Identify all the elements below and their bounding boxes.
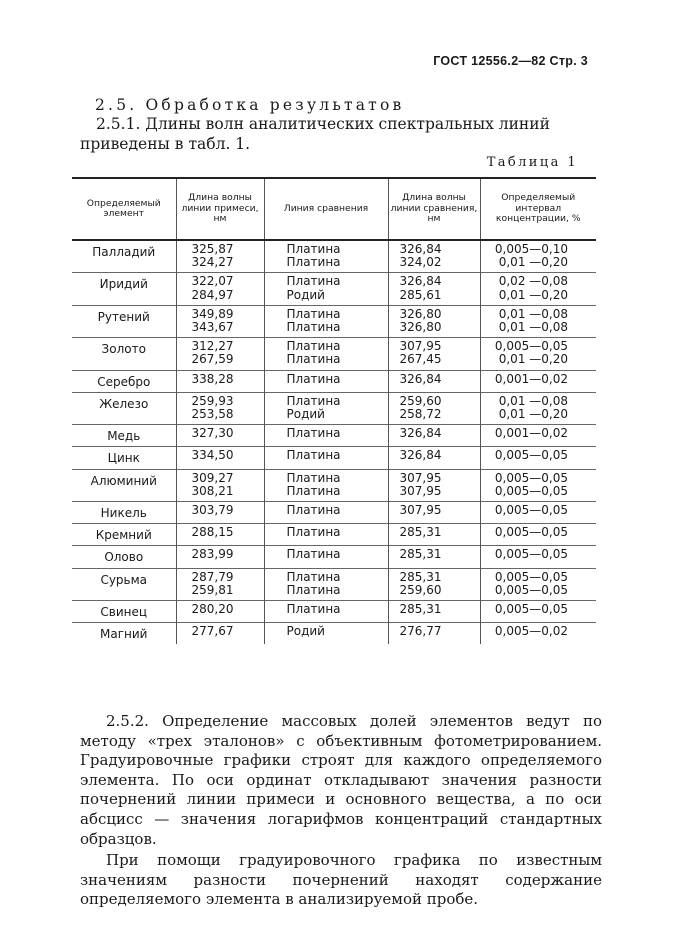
- cell-concentration-range: [480, 524, 596, 546]
- cell-element: [72, 502, 176, 524]
- comparison-wavelength-value: 326,84: [399, 448, 442, 463]
- cell-element: [72, 425, 176, 447]
- element-name: Медь: [107, 429, 141, 444]
- cell-comparison-wavelength: [388, 502, 480, 524]
- impurity-wavelength-value: 259,81: [191, 582, 234, 597]
- concentration-range-value: 0,005—0,05: [494, 470, 568, 485]
- paragraph-2-5-2-continuation: [80, 851, 602, 910]
- comparison-line-value: Платина: [286, 602, 341, 617]
- paragraph-2-5-2: [80, 712, 602, 849]
- table-row: [72, 601, 596, 623]
- element-name: Цинк: [107, 451, 140, 466]
- cell-comparison-line: [264, 502, 388, 524]
- comparison-wavelength-value: 326,80: [399, 306, 442, 321]
- comparison-wavelength-value: 307,95: [399, 503, 442, 518]
- cell-concentration-range: [480, 546, 596, 568]
- cell-impurity-wavelength: [176, 469, 264, 501]
- impurity-wavelength-value: 349,89: [191, 306, 234, 321]
- comparison-line-value: Платина: [286, 352, 341, 367]
- cell-element: [72, 524, 176, 546]
- comparison-wavelength-value: 307,95: [399, 470, 442, 485]
- impurity-wavelength-value: 283,99: [191, 547, 234, 562]
- table-row: [72, 524, 596, 546]
- cell-comparison-line: [264, 240, 388, 273]
- comparison-line-value: Родий: [286, 407, 325, 422]
- cell-comparison-line: [264, 568, 388, 600]
- cell-impurity-wavelength: [176, 273, 264, 305]
- impurity-wavelength-value: 327,30: [191, 426, 234, 441]
- table-row: [72, 240, 596, 273]
- table-row: [72, 469, 596, 501]
- comparison-wavelength-value: 326,84: [399, 371, 442, 386]
- comparison-line-value: Платина: [286, 569, 341, 584]
- table-row: [72, 447, 596, 469]
- paragraph-2-5-2-text: 2.5.2. Определение массовых долей элементов ведут по методу «трех эталонов» с объективным фотометрированием. Градуировочные графики строят для каждого определяемого элемента. По оси ординат откладывают значения разности почернений линии примеси и основного вещества, а по оси абсцисс — значения логарифмов концентраций стандартных образцов.: [80, 712, 602, 848]
- cell-impurity-wavelength: [176, 240, 264, 273]
- table-row: [72, 273, 596, 305]
- comparison-line-value: Платина: [286, 547, 341, 562]
- cell-element: [72, 601, 176, 623]
- element-name: Железо: [99, 396, 149, 411]
- cell-comparison-wavelength: [388, 273, 480, 305]
- table-row: [72, 425, 596, 447]
- comparison-line-value: Платина: [286, 483, 341, 498]
- comparison-wavelength-value: 326,80: [399, 320, 442, 335]
- impurity-wavelength-value: 343,67: [191, 320, 234, 335]
- table-row: [72, 623, 596, 645]
- impurity-wavelength-value: 324,27: [191, 255, 234, 270]
- cell-concentration-range: [480, 392, 596, 424]
- table-body: [72, 240, 596, 644]
- comparison-wavelength-value: 259,60: [399, 393, 442, 408]
- page-header: ГОСТ 12556.2—82 Стр. 3: [433, 54, 588, 68]
- comparison-line-value: Платина: [286, 371, 341, 386]
- cell-element: [72, 240, 176, 273]
- cell-impurity-wavelength: [176, 524, 264, 546]
- element-name: Свинец: [100, 605, 148, 620]
- cell-concentration-range: [480, 273, 596, 305]
- impurity-wavelength-value: 308,21: [191, 483, 234, 498]
- comparison-line-value: Платина: [286, 255, 341, 270]
- concentration-range-value: 0,01 —0,08: [498, 393, 568, 408]
- comparison-wavelength-value: 326,84: [399, 274, 442, 289]
- cell-concentration-range: [480, 425, 596, 447]
- header-comparison-line: Линия сравнения: [264, 178, 388, 240]
- concentration-range-value: 0,01 —0,08: [498, 320, 568, 335]
- comparison-line-value: Платина: [286, 306, 341, 321]
- cell-concentration-range: [480, 338, 596, 370]
- cell-comparison-line: [264, 338, 388, 370]
- concentration-range-value: 0,02 —0,08: [498, 274, 568, 289]
- cell-comparison-wavelength: [388, 425, 480, 447]
- cell-concentration-range: [480, 469, 596, 501]
- comparison-line-value: Платина: [286, 426, 341, 441]
- cell-impurity-wavelength: [176, 305, 264, 337]
- comparison-wavelength-value: 276,77: [399, 624, 442, 639]
- cell-concentration-range: [480, 623, 596, 645]
- cell-comparison-wavelength: [388, 469, 480, 501]
- cell-comparison-wavelength: [388, 370, 480, 392]
- section-title: 2.5. Обработка результатов: [95, 96, 405, 114]
- cell-element: [72, 469, 176, 501]
- element-name: Сурьма: [100, 572, 148, 587]
- element-name: Серебро: [97, 374, 151, 389]
- impurity-wavelength-value: 334,50: [191, 448, 234, 463]
- table-row: [72, 502, 596, 524]
- concentration-range-value: 0,005—0,05: [494, 503, 568, 518]
- comparison-wavelength-value: 267,45: [399, 352, 442, 367]
- comparison-wavelength-value: 285,31: [399, 602, 442, 617]
- impurity-wavelength-value: 280,20: [191, 602, 234, 617]
- element-name: Алюминий: [90, 473, 157, 488]
- cell-impurity-wavelength: [176, 623, 264, 645]
- cell-impurity-wavelength: [176, 601, 264, 623]
- cell-element: [72, 305, 176, 337]
- cell-comparison-wavelength: [388, 392, 480, 424]
- comparison-line-value: Платина: [286, 393, 341, 408]
- cell-element: [72, 338, 176, 370]
- cell-concentration-range: [480, 447, 596, 469]
- table-row: [72, 305, 596, 337]
- cell-impurity-wavelength: [176, 392, 264, 424]
- cell-impurity-wavelength: [176, 546, 264, 568]
- cell-comparison-wavelength: [388, 338, 480, 370]
- comparison-wavelength-value: 285,31: [399, 569, 442, 584]
- table-row: [72, 370, 596, 392]
- table-caption: Таблица 1: [486, 155, 578, 170]
- cell-concentration-range: [480, 601, 596, 623]
- cell-comparison-line: [264, 601, 388, 623]
- cell-element: [72, 370, 176, 392]
- impurity-wavelength-value: 284,97: [191, 287, 234, 302]
- cell-comparison-wavelength: [388, 305, 480, 337]
- cell-element: [72, 568, 176, 600]
- comparison-line-value: Платина: [286, 242, 341, 256]
- comparison-wavelength-value: 285,31: [399, 525, 442, 540]
- impurity-wavelength-value: 253,58: [191, 407, 234, 422]
- cell-concentration-range: [480, 502, 596, 524]
- cell-comparison-line: [264, 370, 388, 392]
- cell-comparison-line: [264, 305, 388, 337]
- impurity-wavelength-value: 338,28: [191, 371, 234, 386]
- comparison-wavelength-value: 285,31: [399, 547, 442, 562]
- cell-comparison-wavelength: [388, 623, 480, 645]
- cell-impurity-wavelength: [176, 338, 264, 370]
- cell-comparison-line: [264, 623, 388, 645]
- element-name: Магний: [100, 627, 148, 642]
- cell-comparison-line: [264, 273, 388, 305]
- impurity-wavelength-value: 309,27: [191, 470, 234, 485]
- cell-comparison-line: [264, 447, 388, 469]
- element-name: Никель: [100, 506, 147, 521]
- comparison-line-value: Платина: [286, 339, 341, 354]
- concentration-range-value: 0,005—0,05: [494, 582, 568, 597]
- cell-impurity-wavelength: [176, 568, 264, 600]
- cell-impurity-wavelength: [176, 447, 264, 469]
- cell-element: [72, 392, 176, 424]
- header-impurity-wavelength: Длина волны линии примеси, нм: [176, 178, 264, 240]
- concentration-range-value: 0,005—0,05: [494, 483, 568, 498]
- header-comparison-wavelength: Длина волны линии сравнения, нм: [388, 178, 480, 240]
- cell-element: [72, 546, 176, 568]
- concentration-range-value: 0,001—0,02: [494, 426, 568, 441]
- cell-element: [72, 623, 176, 645]
- paragraph-2-5-2-block: [80, 712, 602, 910]
- concentration-range-value: 0,005—0,05: [494, 448, 568, 463]
- cell-impurity-wavelength: [176, 370, 264, 392]
- concentration-range-value: 0,005—0,02: [494, 624, 568, 639]
- header-element: Определяемый элемент: [72, 178, 176, 240]
- comparison-wavelength-value: 307,95: [399, 339, 442, 354]
- impurity-wavelength-value: 287,79: [191, 569, 234, 584]
- spectral-lines-table: [72, 177, 596, 644]
- concentration-range-value: 0,01 —0,20: [498, 255, 568, 270]
- comparison-line-value: Платина: [286, 448, 341, 463]
- cell-concentration-range: [480, 305, 596, 337]
- header-concentration-range: Определяемый интервал концентрации, %: [480, 178, 596, 240]
- impurity-wavelength-value: 322,07: [191, 274, 234, 289]
- cell-comparison-wavelength: [388, 546, 480, 568]
- paragraph-2-5-1: [80, 114, 594, 154]
- paragraph-2-5-1-text: 2.5.1. Длины волн аналитических спектральных линий приведены в табл. 1.: [80, 115, 550, 153]
- concentration-range-value: 0,005—0,05: [494, 547, 568, 562]
- table-row: [72, 568, 596, 600]
- impurity-wavelength-value: 288,15: [191, 525, 234, 540]
- comparison-wavelength-value: 326,84: [399, 426, 442, 441]
- comparison-line-value: Платина: [286, 470, 341, 485]
- cell-comparison-wavelength: [388, 447, 480, 469]
- cell-impurity-wavelength: [176, 425, 264, 447]
- concentration-range-value: 0,005—0,05: [494, 602, 568, 617]
- element-name: Золото: [101, 342, 146, 357]
- cell-impurity-wavelength: [176, 502, 264, 524]
- impurity-wavelength-value: 259,93: [191, 393, 234, 408]
- comparison-line-value: Платина: [286, 320, 341, 335]
- comparison-line-value: Родий: [286, 624, 325, 639]
- impurity-wavelength-value: 277,67: [191, 624, 234, 639]
- comparison-line-value: Платина: [286, 525, 341, 540]
- cell-concentration-range: [480, 370, 596, 392]
- concentration-range-value: 0,01 —0,08: [498, 306, 568, 321]
- impurity-wavelength-value: 267,59: [191, 352, 234, 367]
- cell-comparison-line: [264, 524, 388, 546]
- element-name: Олово: [104, 550, 144, 565]
- concentration-range-value: 0,005—0,05: [494, 525, 568, 540]
- element-name: Рутений: [97, 309, 150, 324]
- concentration-range-value: 0,005—0,05: [494, 569, 568, 584]
- comparison-line-value: Платина: [286, 503, 341, 518]
- comparison-line-value: Родий: [286, 287, 325, 302]
- cell-element: [72, 447, 176, 469]
- concentration-range-value: 0,001—0,02: [494, 371, 568, 386]
- table-row: [72, 392, 596, 424]
- concentration-range-value: 0,01 —0,20: [498, 352, 568, 367]
- impurity-wavelength-value: 312,27: [191, 339, 234, 354]
- element-name: Кремний: [95, 528, 152, 543]
- table-row: [72, 546, 596, 568]
- concentration-range-value: 0,01 —0,20: [498, 287, 568, 302]
- comparison-wavelength-value: 285,61: [399, 287, 442, 302]
- cell-element: [72, 273, 176, 305]
- element-name: Палладий: [92, 245, 156, 259]
- comparison-wavelength-value: 259,60: [399, 582, 442, 597]
- cell-comparison-line: [264, 392, 388, 424]
- comparison-wavelength-value: 324,02: [399, 255, 442, 270]
- impurity-wavelength-value: 325,87: [191, 242, 234, 256]
- comparison-wavelength-value: 326,84: [399, 242, 442, 256]
- cell-concentration-range: [480, 240, 596, 273]
- table-row: [72, 338, 596, 370]
- cell-comparison-line: [264, 546, 388, 568]
- paragraph-2-5-2-continuation-text: При помощи градуировочного графика по известным значениям разности почернений находят содержание определяемого элемента в анализируемой пробе.: [80, 851, 602, 909]
- comparison-line-value: Платина: [286, 582, 341, 597]
- concentration-range-value: 0,005—0,05: [494, 339, 568, 354]
- cell-comparison-wavelength: [388, 240, 480, 273]
- comparison-line-value: Платина: [286, 274, 341, 289]
- comparison-wavelength-value: 307,95: [399, 483, 442, 498]
- cell-comparison-line: [264, 469, 388, 501]
- cell-comparison-wavelength: [388, 524, 480, 546]
- element-name: Иридий: [99, 277, 148, 292]
- comparison-wavelength-value: 258,72: [399, 407, 442, 422]
- concentration-range-value: 0,005—0,10: [494, 242, 568, 256]
- cell-comparison-wavelength: [388, 601, 480, 623]
- cell-comparison-line: [264, 425, 388, 447]
- table-header-row: [72, 178, 596, 240]
- cell-concentration-range: [480, 568, 596, 600]
- impurity-wavelength-value: 303,79: [191, 503, 234, 518]
- cell-comparison-wavelength: [388, 568, 480, 600]
- concentration-range-value: 0,01 —0,20: [498, 407, 568, 422]
